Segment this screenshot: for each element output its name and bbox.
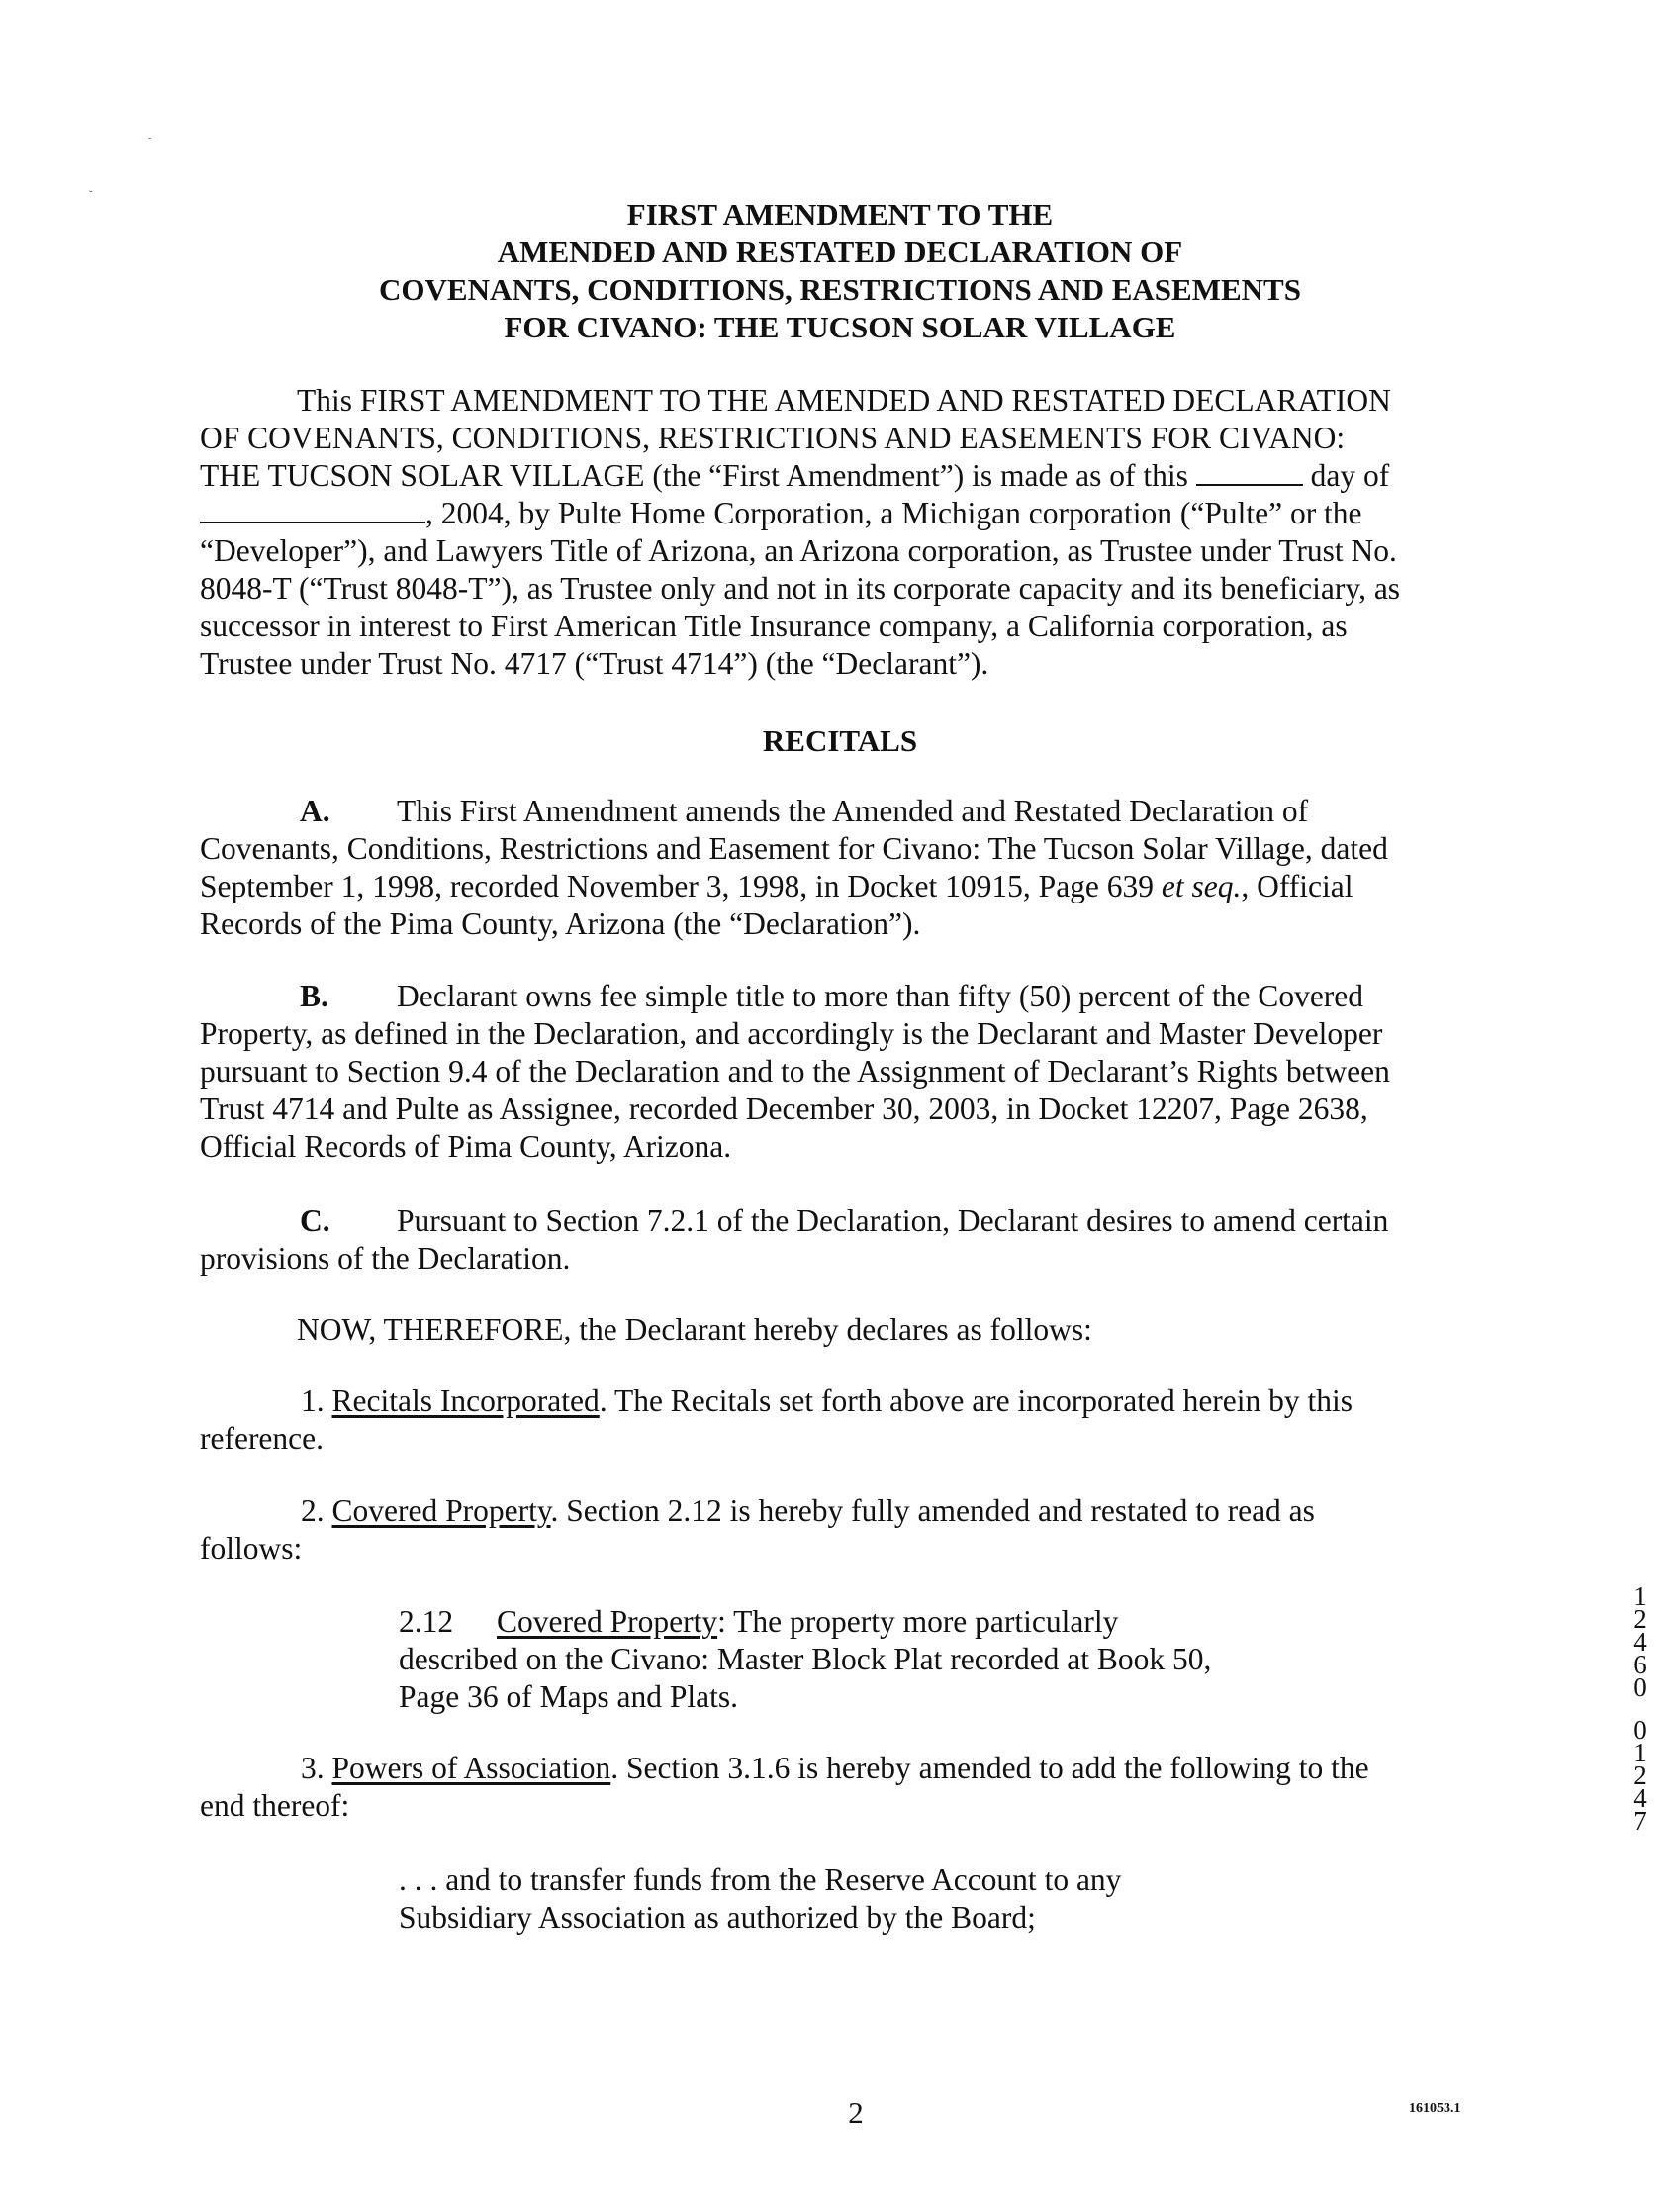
scan-mark: ˇ bbox=[89, 190, 93, 201]
intro-text: THE TUCSON SOLAR VILLAGE (the “First Amendment”) is made as of this bbox=[200, 458, 1188, 493]
intro-line: successor in interest to First American Title Insurance company, a California corporation, as bbox=[200, 609, 1348, 643]
quote-212-line: Page 36 of Maps and Plats. bbox=[399, 1679, 738, 1714]
intro-line: “Developer”), and Lawyers Title of Arizona, an Arizona corporation, as Trustee under Trust No. bbox=[200, 533, 1397, 568]
item-heading: Covered Property bbox=[331, 1493, 551, 1528]
recital-text: , Official bbox=[1241, 869, 1353, 903]
document-title bbox=[0, 196, 1680, 346]
item-number: 3. bbox=[301, 1751, 325, 1785]
title-line: FOR CIVANO: THE TUCSON SOLAR VILLAGE bbox=[504, 310, 1176, 344]
recital-text: This First Amendment amends the Amended and Restated Declaration of bbox=[397, 794, 1309, 828]
page-number: 2 bbox=[848, 2095, 864, 2130]
intro-line: Trustee under Trust No. 4717 (“Trust 4714”) (the “Declarant”). bbox=[200, 646, 989, 681]
quote-316-line: . . . and to transfer funds from the Reserve Account to any bbox=[399, 1862, 1122, 1897]
document-id: 161053.1 bbox=[1409, 2101, 1461, 2116]
recital-italic: et seq. bbox=[1161, 869, 1242, 903]
item-text: . The Recitals set forth above are incorporated herein by this bbox=[599, 1383, 1353, 1418]
recital-a-line bbox=[200, 868, 1353, 906]
recital-a-line: Records of the Pima County, Arizona (the “Declaration”). bbox=[200, 906, 921, 941]
intro-line bbox=[200, 495, 1362, 533]
recital-label: C. bbox=[300, 1203, 330, 1238]
recital-a-line: Covenants, Conditions, Restrictions and Easement for Civano: The Tucson Solar Village, dated bbox=[200, 831, 1388, 866]
item-number: 1. bbox=[301, 1383, 325, 1418]
recital-label: B. bbox=[300, 979, 328, 1013]
stamp-digit: 7 bbox=[1633, 1806, 1647, 1836]
title-line: FIRST AMENDMENT TO THE bbox=[626, 197, 1054, 232]
title-line: AMENDED AND RESTATED DECLARATION OF bbox=[497, 235, 1183, 269]
section-number: 2.12 bbox=[399, 1604, 454, 1639]
item-3-line bbox=[301, 1750, 1369, 1788]
therefore-line: NOW, THEREFORE, the Declarant hereby declares as follows: bbox=[297, 1312, 1092, 1347]
quote-316-line: Subsidiary Association as authorized by the Board; bbox=[399, 1900, 1036, 1935]
recital-b-line: pursuant to Section 9.4 of the Declaration and to the Assignment of Declarant’s Rights between bbox=[200, 1054, 1390, 1089]
recital-text: Declarant owns fee simple title to more than fifty (50) percent of the Covered bbox=[397, 979, 1364, 1013]
stamp-digit: 4 bbox=[1633, 1783, 1647, 1813]
item-2-line bbox=[301, 1492, 1315, 1531]
recital-c-line bbox=[300, 1202, 1388, 1241]
item-heading: Recitals Incorporated bbox=[331, 1383, 600, 1418]
recital-b-line bbox=[300, 978, 1363, 1016]
stamp-digit: 4 bbox=[1633, 1627, 1647, 1657]
recital-text: Pursuant to Section 7.2.1 of the Declaration, Declarant desires to amend certain bbox=[397, 1203, 1389, 1238]
intro-line: OF COVENANTS, CONDITIONS, RESTRICTIONS AND EASEMENTS FOR CIVANO: bbox=[200, 421, 1346, 455]
recital-label: A. bbox=[300, 794, 330, 828]
item-2-line: follows: bbox=[200, 1531, 303, 1566]
section-heading: Covered Property bbox=[497, 1604, 718, 1639]
stamp-digit: 0 bbox=[1633, 1672, 1647, 1702]
intro-text: day of bbox=[1310, 458, 1390, 493]
item-heading: Powers of Association bbox=[331, 1751, 611, 1785]
stamp-digit: 1 bbox=[1633, 1738, 1647, 1767]
item-1-line bbox=[301, 1382, 1353, 1421]
stamp-digit: 0 bbox=[1633, 1715, 1647, 1745]
item-text: . Section 2.12 is hereby fully amended and restated to read as bbox=[550, 1493, 1315, 1528]
recital-b-line: Property, as defined in the Declaration, and accordingly is the Declarant and Master Developer bbox=[200, 1016, 1383, 1051]
intro-line bbox=[200, 457, 1389, 496]
recital-b-line: Trust 4714 and Pulte as Assignee, recorded December 30, 2003, in Docket 12207, Page 2638, bbox=[200, 1092, 1368, 1126]
intro-line: This FIRST AMENDMENT TO THE AMENDED AND RESTATED DECLARATION bbox=[297, 383, 1391, 418]
recital-text: September 1, 1998, recorded November 3, 1998, in Docket 10915, Page 639 bbox=[200, 869, 1162, 903]
stamp-digit: 6 bbox=[1633, 1650, 1647, 1679]
stamp-digit: 2 bbox=[1633, 1604, 1647, 1634]
recital-b-line: Official Records of Pima County, Arizona. bbox=[200, 1129, 732, 1164]
item-3-line: end thereof: bbox=[200, 1788, 350, 1823]
intro-text: , 2004, by Pulte Home Corporation, a Michigan corporation (“Pulte” or the bbox=[425, 496, 1362, 530]
stamp-digit: 1 bbox=[1633, 1581, 1647, 1611]
quote-212-line: described on the Civano: Master Block Plat recorded at Book 50, bbox=[399, 1642, 1212, 1676]
item-number: 2. bbox=[301, 1493, 325, 1528]
recording-stamp bbox=[1627, 1581, 1654, 1836]
title-line: COVENANTS, CONDITIONS, RESTRICTIONS AND EASEMENTS bbox=[379, 272, 1301, 307]
intro-line: 8048-T (“Trust 8048-T”), as Trustee only and not in its corporate capacity and its beneficiary, as bbox=[200, 571, 1401, 606]
item-1-line: reference. bbox=[200, 1421, 325, 1456]
recital-a-line bbox=[300, 793, 1308, 831]
item-text: . Section 3.1.6 is hereby amended to add the following to the bbox=[610, 1751, 1369, 1785]
scan-mark: ˜ bbox=[148, 137, 152, 147]
month-blank bbox=[200, 498, 425, 523]
recitals-heading: RECITALS bbox=[762, 723, 918, 758]
recital-c-line: provisions of the Declaration. bbox=[200, 1241, 571, 1276]
quote-212-line bbox=[399, 1603, 1118, 1642]
stamp-digit: 2 bbox=[1633, 1760, 1647, 1790]
day-blank bbox=[1196, 460, 1303, 486]
section-text: : The property more particularly bbox=[717, 1604, 1119, 1639]
